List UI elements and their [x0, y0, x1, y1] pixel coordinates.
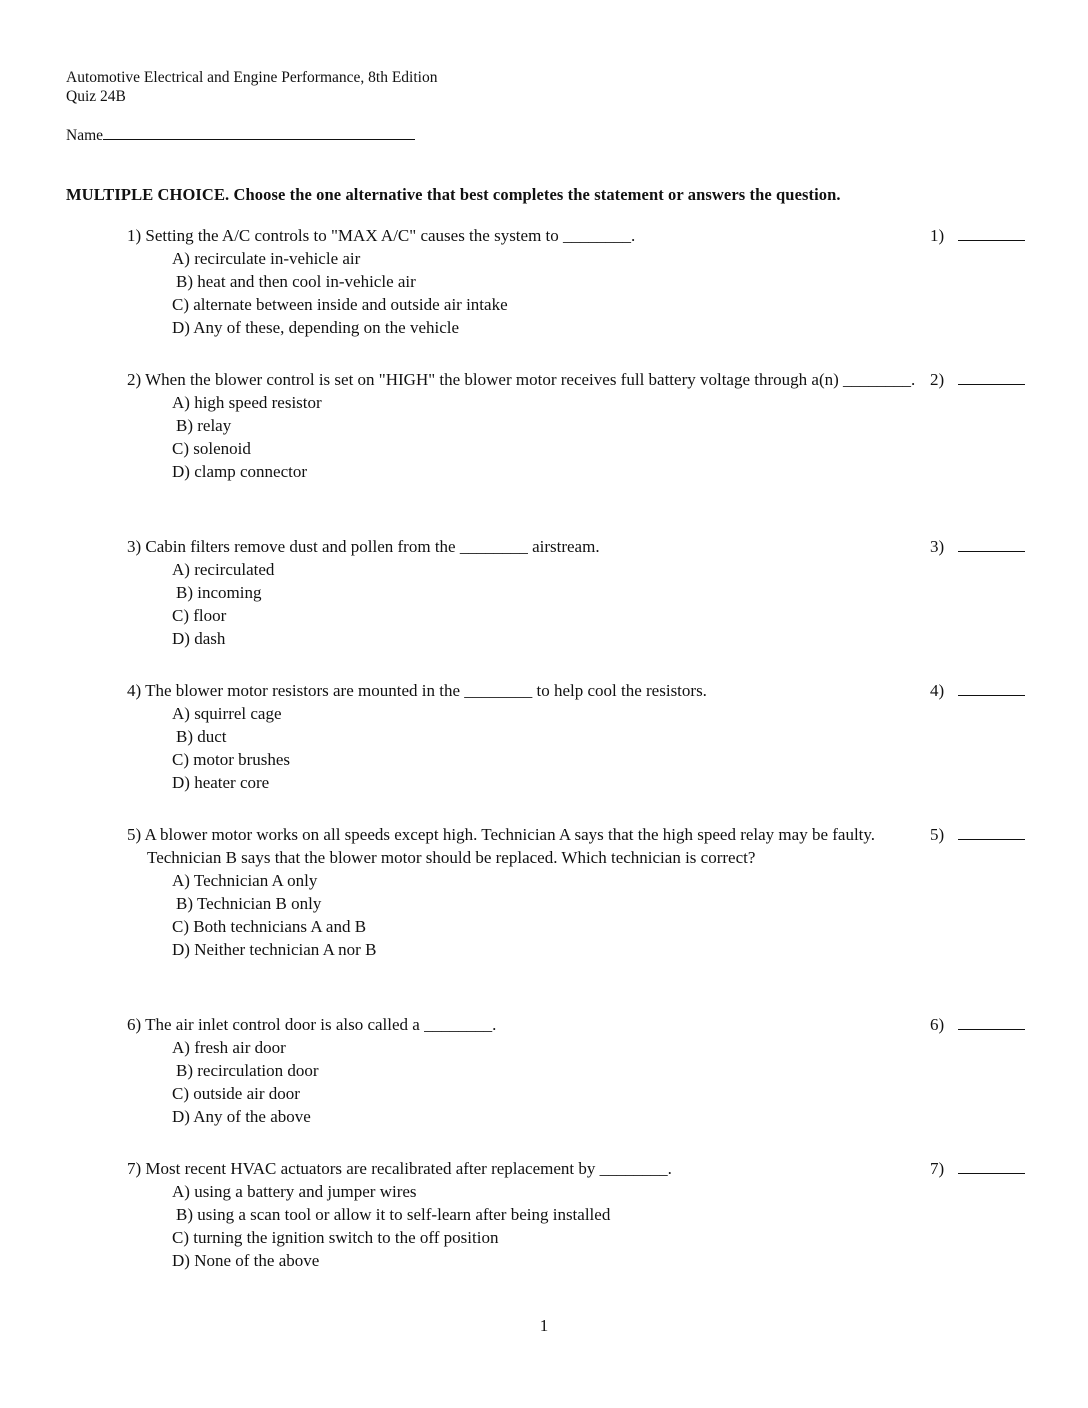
- answer-option: B) recirculation door: [176, 1061, 319, 1080]
- quiz-label: Quiz 24B: [66, 88, 126, 105]
- answer-blank[interactable]: [958, 839, 1025, 840]
- answer-option: D) dash: [172, 629, 226, 648]
- question-stem: 6) The air inlet control door is also called a ________.: [127, 1015, 497, 1034]
- answer-number: 2): [930, 370, 945, 389]
- answer-blank[interactable]: [958, 551, 1025, 552]
- answer-option: A) Technician A only: [172, 871, 318, 890]
- answer-option: B) using a scan tool or allow it to self-learn after being installed: [176, 1205, 611, 1224]
- answer-blank[interactable]: [958, 384, 1025, 385]
- answer-option: A) fresh air door: [172, 1038, 286, 1057]
- name-field: [66, 125, 415, 145]
- answer-option: A) using a battery and jumper wires: [172, 1182, 417, 1201]
- page-number: 1: [539, 1316, 549, 1335]
- name-label: Name: [66, 127, 104, 144]
- answer-option: B) relay: [176, 416, 232, 435]
- answer-option: C) solenoid: [172, 439, 251, 458]
- answer-option: B) duct: [176, 727, 227, 746]
- answer-option: D) Any of the above: [172, 1107, 311, 1126]
- answer-option: D) None of the above: [172, 1251, 320, 1270]
- answer-option: C) alternate between inside and outside air intake: [172, 295, 508, 314]
- question-stem: 4) The blower motor resistors are mounted in the ________ to help cool the resistors.: [127, 681, 707, 700]
- question-4: [127, 679, 1087, 794]
- answer-option: A) high speed resistor: [172, 393, 322, 412]
- answer-option: C) outside air door: [172, 1084, 300, 1103]
- name-blank-line[interactable]: [103, 125, 415, 140]
- answer-option: D) Any of these, depending on the vehicle: [172, 318, 460, 337]
- question-1: [127, 224, 1087, 339]
- question-stem: 1) Setting the A/C controls to "MAX A/C" causes the system to ________.: [127, 226, 636, 245]
- answer-option: A) recirculated: [172, 560, 275, 579]
- answer-option: B) incoming: [176, 583, 262, 602]
- answer-blank[interactable]: [958, 1029, 1025, 1030]
- question-stem: 2) When the blower control is set on "HIGH" the blower motor receives full battery voltage through a(n) ________.: [127, 370, 916, 389]
- question-7: [127, 1157, 1087, 1272]
- answer-blank[interactable]: [958, 240, 1025, 241]
- answer-option: D) Neither technician A nor B: [172, 940, 377, 959]
- answer-blank[interactable]: [958, 1173, 1025, 1174]
- question-3: [127, 535, 1087, 650]
- question-stem: 3) Cabin filters remove dust and pollen from the ________ airstream.: [127, 537, 600, 556]
- answer-option: B) heat and then cool in-vehicle air: [176, 272, 416, 291]
- answer-option: D) heater core: [172, 773, 270, 792]
- answer-option: A) squirrel cage: [172, 704, 282, 723]
- answer-option: C) motor brushes: [172, 750, 291, 769]
- answer-option: C) Both technicians A and B: [172, 917, 367, 936]
- answer-number: 7): [930, 1159, 945, 1178]
- answer-blank[interactable]: [958, 695, 1025, 696]
- answer-option: B) Technician B only: [176, 894, 322, 913]
- question-6: [127, 1013, 1087, 1128]
- question-2: [127, 368, 1087, 483]
- answer-option: C) floor: [172, 606, 227, 625]
- answer-option: C) turning the ignition switch to the off position: [172, 1228, 499, 1247]
- answer-number: 1): [930, 226, 945, 245]
- answer-option: D) clamp connector: [172, 462, 307, 481]
- answer-number: 5): [930, 825, 945, 844]
- answer-number: 4): [930, 681, 945, 700]
- question-5: [127, 823, 1087, 961]
- answer-number: 3): [930, 537, 945, 556]
- section-instructions: MULTIPLE CHOICE. Choose the one alternative that best completes the statement or answers the question.: [66, 185, 841, 204]
- answer-number: 6): [930, 1015, 945, 1034]
- answer-option: A) recirculate in-vehicle air: [172, 249, 361, 268]
- question-stem: 5) A blower motor works on all speeds except high. Technician A says that the high speed relay may be faulty. Technician B says that the blower motor should be replaced. Which technician is correct?: [127, 825, 876, 867]
- document-title: Automotive Electrical and Engine Performance, 8th Edition: [66, 69, 438, 86]
- question-stem: 7) Most recent HVAC actuators are recalibrated after replacement by ________.: [127, 1159, 672, 1178]
